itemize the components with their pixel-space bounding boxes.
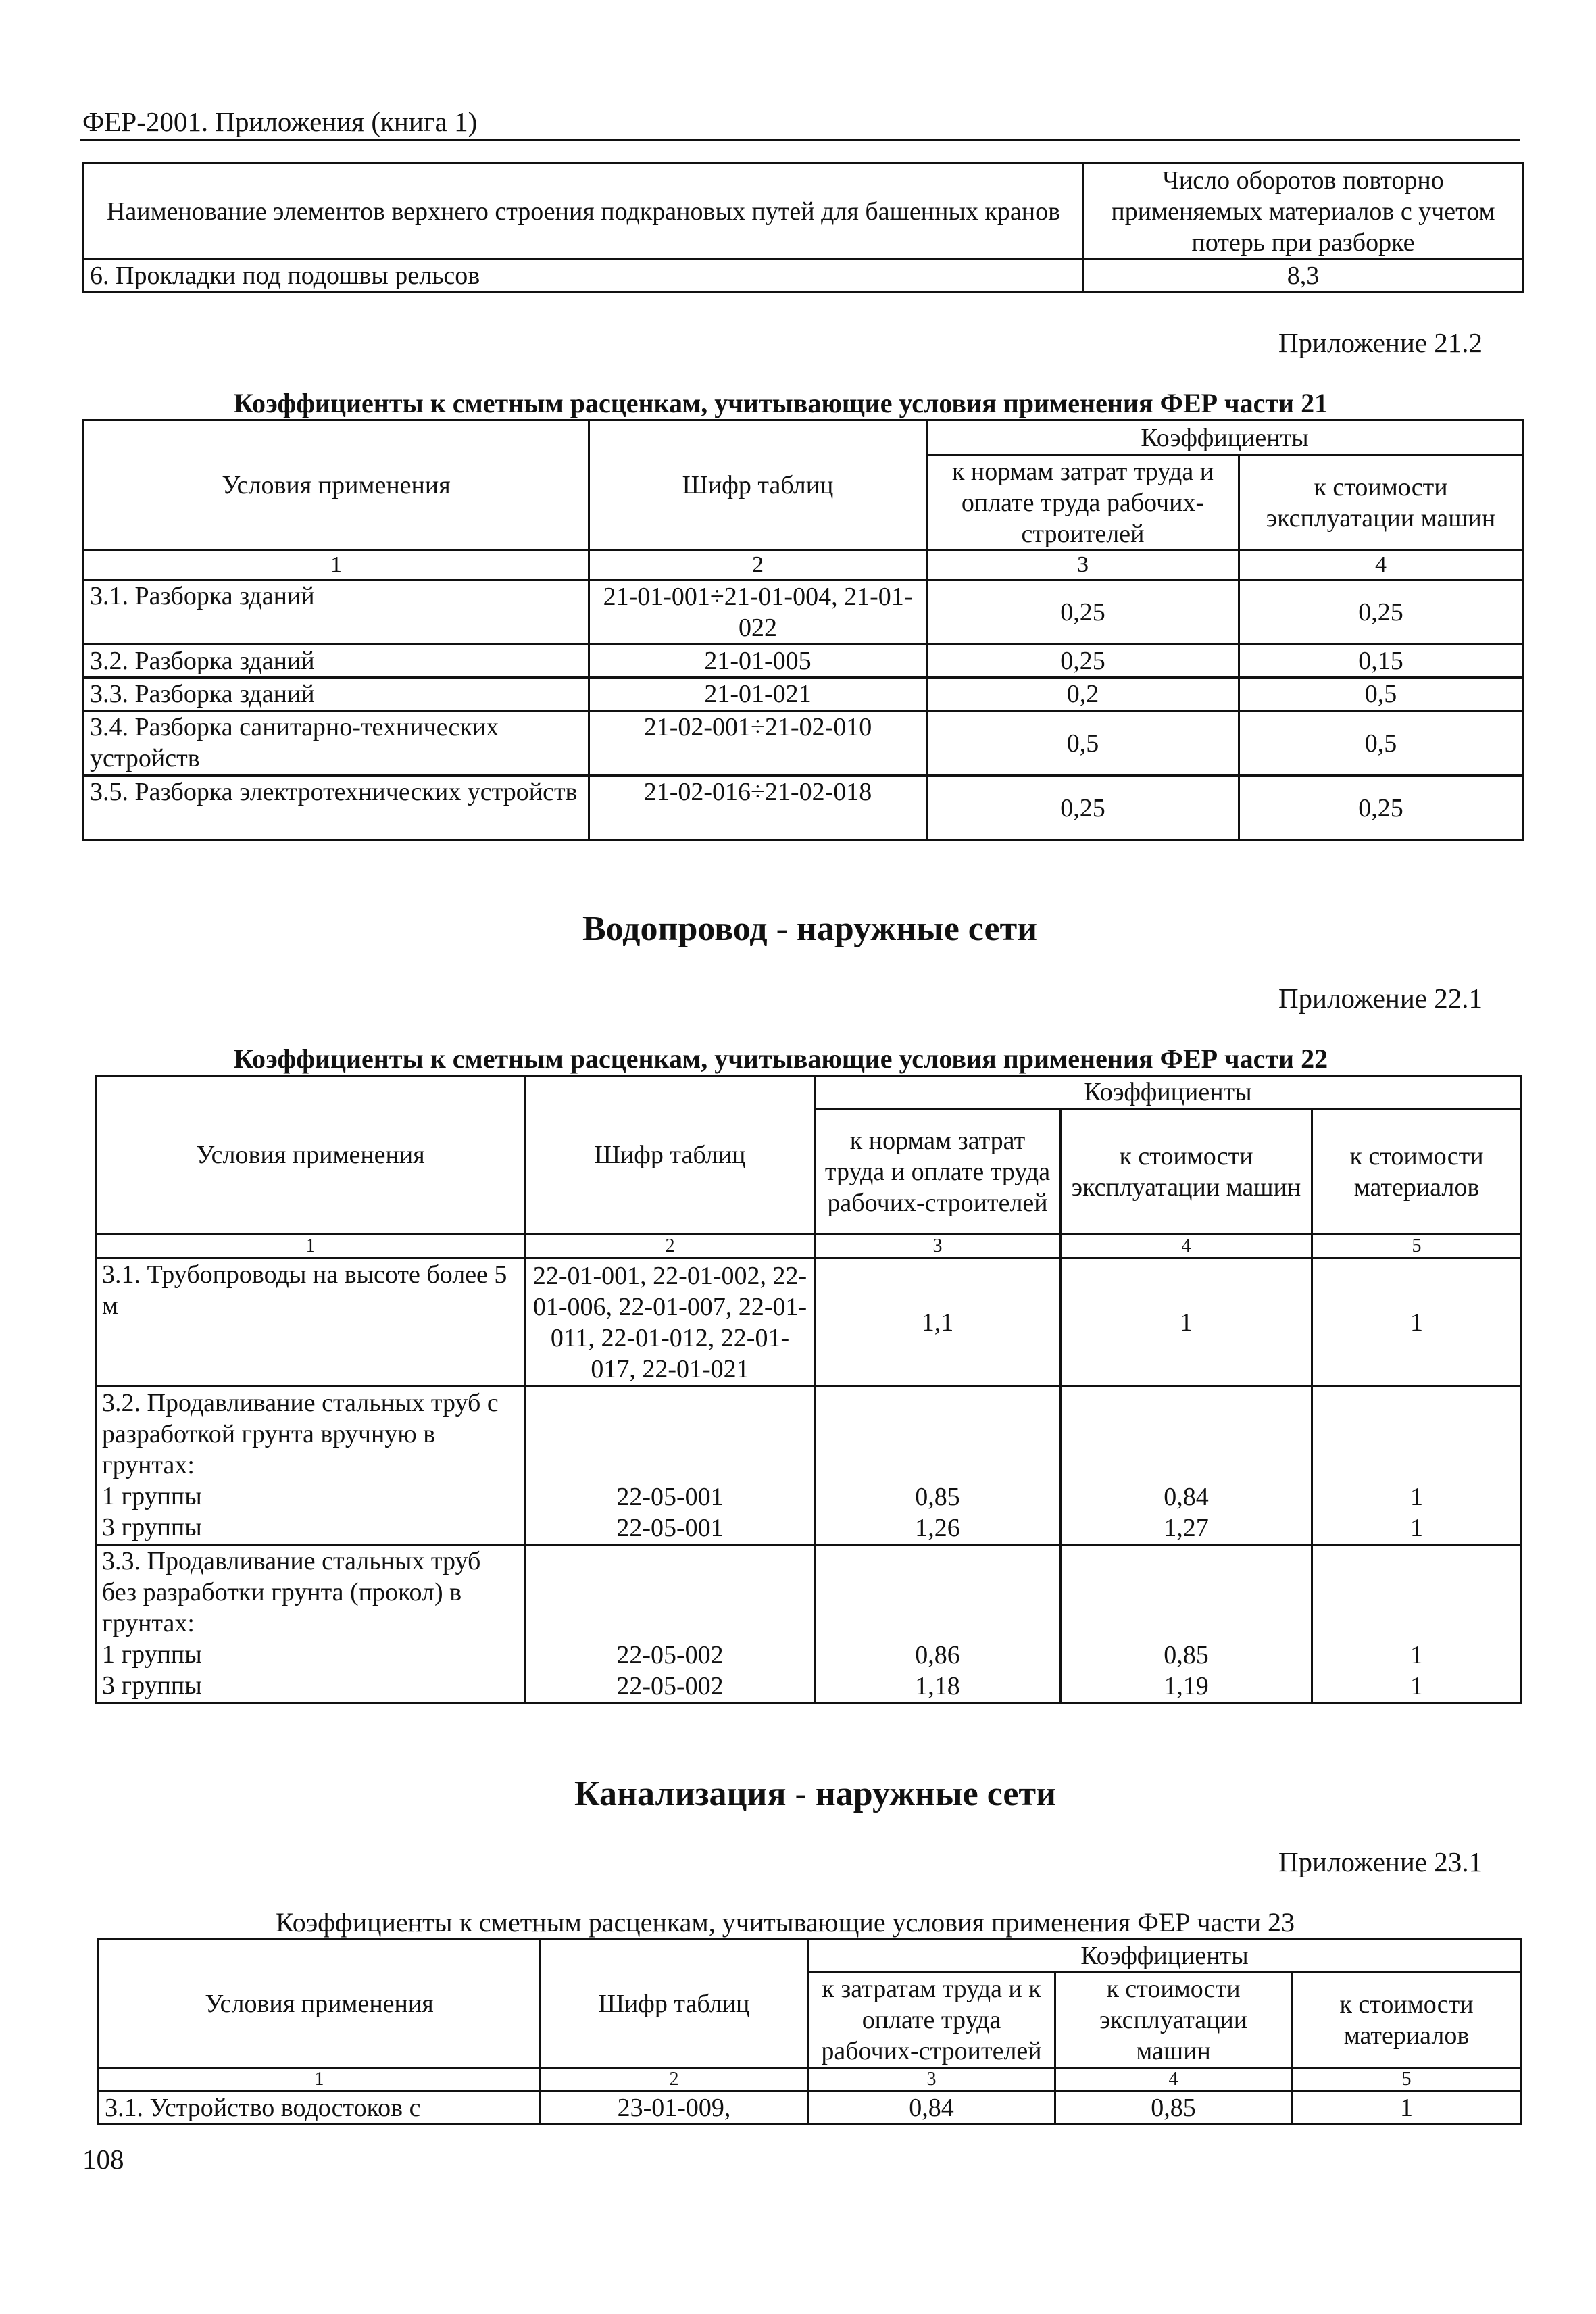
crane-table-row-value: 8,3	[1084, 260, 1523, 293]
appendix-22-caption: Коэффициенты к сметным расценкам, учитывающие условия применения ФЕР части 22	[234, 1043, 1328, 1074]
a21-header-cipher: Шифр таблиц	[589, 420, 927, 551]
a23-cond: 3.1. Устройство водостоков с	[99, 2092, 541, 2125]
a22-sub-cipher: 22-05-001	[616, 1483, 724, 1511]
a21-machines: 0,25	[1239, 776, 1523, 841]
a23-index: 2	[541, 2068, 808, 2092]
a23-cipher: 23-01-009,	[541, 2092, 808, 2125]
a22-sub-cipher: 22-05-001	[616, 1514, 724, 1542]
a23-index: 5	[1292, 2068, 1522, 2092]
a22-header-coefficients: Коэффициенты	[815, 1076, 1522, 1109]
header-rule	[80, 139, 1520, 141]
a22-sub-materials: 1	[1410, 1483, 1423, 1511]
a22-sub-cipher: 22-05-002	[616, 1641, 724, 1669]
a22-index: 4	[1061, 1235, 1312, 1258]
a23-machines: 0,85	[1055, 2092, 1292, 2125]
a22-sub-materials: 1	[1410, 1672, 1423, 1700]
a23-labor: 0,84	[808, 2092, 1055, 2125]
a22-sub-cipher: 22-05-002	[616, 1672, 724, 1700]
a22-index: 3	[815, 1235, 1061, 1258]
a22-sub-labor: 0,85	[915, 1483, 960, 1511]
a22-index: 2	[526, 1235, 815, 1258]
a22-sub-labor: 1,26	[915, 1514, 960, 1542]
table-row	[84, 776, 1523, 841]
a22-machines	[1061, 1545, 1312, 1703]
a22-cond	[96, 1545, 526, 1703]
appendix-23-label: Приложение 23.1	[1278, 1846, 1482, 1877]
a21-cipher: 21-01-001÷21-01-004, 21-01-022	[589, 580, 927, 645]
a23-index: 4	[1055, 2068, 1292, 2092]
a21-header-conditions: Условия применения	[84, 420, 589, 551]
appendix-22-label: Приложение 22.1	[1278, 983, 1482, 1014]
table-row	[99, 2092, 1522, 2125]
a22-header-machines: к стоимости эксплуатации машин	[1061, 1109, 1312, 1235]
a22-labor: 1,1	[815, 1258, 1061, 1387]
appendix-21-table	[82, 419, 1524, 841]
table-row	[84, 711, 1523, 776]
a21-index: 2	[589, 551, 927, 580]
a23-materials: 1	[1292, 2092, 1522, 2125]
a22-header-cipher: Шифр таблиц	[526, 1076, 815, 1235]
crane-table-row-name: 6. Прокладки под подошвы рельсов	[84, 260, 1084, 293]
appendix-23-table	[97, 1938, 1522, 2125]
a21-labor: 0,25	[927, 645, 1239, 678]
a21-index: 3	[927, 551, 1239, 580]
a22-sub-label: 3 группы	[102, 1671, 202, 1700]
a22-sub-machines: 0,84	[1164, 1483, 1209, 1511]
section-title-sewer: Канализация - наружные сети	[574, 1775, 1056, 1813]
a21-cipher: 21-02-016÷21-02-018	[589, 776, 927, 841]
crane-table-col1-header: Наименование элементов верхнего строения подкрановых путей для башенных кранов	[84, 164, 1084, 260]
a22-sub-materials: 1	[1410, 1641, 1423, 1669]
table-row	[96, 1545, 1522, 1703]
a22-labor	[815, 1545, 1061, 1703]
a22-sub-labor: 0,86	[915, 1641, 960, 1669]
a21-labor: 0,2	[927, 678, 1239, 711]
a22-cipher: 22-01-001, 22-01-002, 22-01-006, 22-01-007, 22-01-011, 22-01-012, 22-01-017, 22-01-021	[526, 1258, 815, 1387]
a21-cipher: 21-01-005	[589, 645, 927, 678]
a21-machines: 0,15	[1239, 645, 1523, 678]
a22-cipher	[526, 1387, 815, 1545]
a22-machines: 1	[1061, 1258, 1312, 1387]
a23-header-cipher: Шифр таблиц	[541, 1940, 808, 2068]
a21-cipher: 21-01-021	[589, 678, 927, 711]
a22-index: 1	[96, 1235, 526, 1258]
a23-index: 3	[808, 2068, 1055, 2092]
appendix-21-label: Приложение 21.2	[1278, 327, 1482, 358]
section-title-water: Водопровод - наружные сети	[582, 910, 1038, 948]
a22-header-conditions: Условия применения	[96, 1076, 526, 1235]
a22-sub-machines: 0,85	[1164, 1641, 1209, 1669]
table-row	[96, 1387, 1522, 1545]
a22-index: 5	[1312, 1235, 1522, 1258]
a23-header-conditions: Условия применения	[99, 1940, 541, 2068]
a21-cond: 3.3. Разборка зданий	[84, 678, 589, 711]
a21-cond: 3.4. Разборка санитарно-технических устройств	[84, 711, 589, 776]
appendix-22-table	[95, 1075, 1522, 1704]
table-row	[84, 580, 1523, 645]
a22-cipher	[526, 1545, 815, 1703]
a21-cond: 3.1. Разборка зданий	[84, 580, 589, 645]
a22-sub-label: 1 группы	[102, 1482, 202, 1510]
crane-table-col2-header: Число оборотов повторно применяемых материалов с учетом потерь при разборке	[1084, 164, 1523, 260]
table-row	[84, 645, 1523, 678]
table-row	[84, 678, 1523, 711]
a22-sub-materials: 1	[1410, 1514, 1423, 1542]
a22-cond-heading: 3.2. Продавливание стальных труб с разработкой грунта вручную в грунтах:	[102, 1389, 499, 1479]
a21-header-labor: к нормам затрат труда и оплате труда рабочих-строителей	[927, 456, 1239, 551]
a22-cond: 3.1. Трубопроводы на высоте более 5 м	[96, 1258, 526, 1387]
table-row	[96, 1258, 1522, 1387]
a23-header-labor: к затратам труда и к оплате труда рабочих-строителей	[808, 1973, 1055, 2068]
a21-cond: 3.2. Разборка зданий	[84, 645, 589, 678]
running-title: ФЕР-2001. Приложения (книга 1)	[82, 106, 478, 137]
a21-machines: 0,25	[1239, 580, 1523, 645]
crane-track-table	[82, 162, 1524, 293]
a22-sub-labor: 1,18	[915, 1672, 960, 1700]
a22-header-labor: к нормам затрат труда и оплате труда рабочих-строителей	[815, 1109, 1061, 1235]
a22-materials	[1312, 1545, 1522, 1703]
a21-cipher: 21-02-001÷21-02-010	[589, 711, 927, 776]
a22-sub-label: 1 группы	[102, 1640, 202, 1669]
a22-machines	[1061, 1387, 1312, 1545]
a21-index: 4	[1239, 551, 1523, 580]
appendix-23-caption: Коэффициенты к сметным расценкам, учитывающие условия применения ФЕР части 23	[276, 1907, 1295, 1938]
a23-header-coefficients: Коэффициенты	[808, 1940, 1522, 1973]
a21-labor: 0,5	[927, 711, 1239, 776]
a21-index: 1	[84, 551, 589, 580]
a21-machines: 0,5	[1239, 711, 1523, 776]
a22-sub-machines: 1,19	[1164, 1672, 1209, 1700]
a22-cond	[96, 1387, 526, 1545]
a22-cond-heading: 3.3. Продавливание стальных труб без разработки грунта (прокол) в грунтах:	[102, 1547, 481, 1638]
a21-labor: 0,25	[927, 776, 1239, 841]
a22-labor	[815, 1387, 1061, 1545]
a21-header-coefficients: Коэффициенты	[927, 420, 1523, 456]
a23-index: 1	[99, 2068, 541, 2092]
a22-materials	[1312, 1387, 1522, 1545]
a23-header-materials: к стоимости материалов	[1292, 1973, 1522, 2068]
a22-sub-machines: 1,27	[1164, 1514, 1209, 1542]
a21-header-machines: к стоимости эксплуатации машин	[1239, 456, 1523, 551]
a23-header-machines: к стоимости эксплуатации машин	[1055, 1973, 1292, 2068]
a21-labor: 0,25	[927, 580, 1239, 645]
a22-header-materials: к стоимости материалов	[1312, 1109, 1522, 1235]
a22-sub-label: 3 группы	[102, 1513, 202, 1542]
a21-cond: 3.5. Разборка электротехнических устройств	[84, 776, 589, 841]
page-number: 108	[82, 2144, 124, 2175]
a22-materials: 1	[1312, 1258, 1522, 1387]
a21-machines: 0,5	[1239, 678, 1523, 711]
appendix-21-caption: Коэффициенты к сметным расценкам, учитывающие условия применения ФЕР части 21	[234, 388, 1328, 418]
